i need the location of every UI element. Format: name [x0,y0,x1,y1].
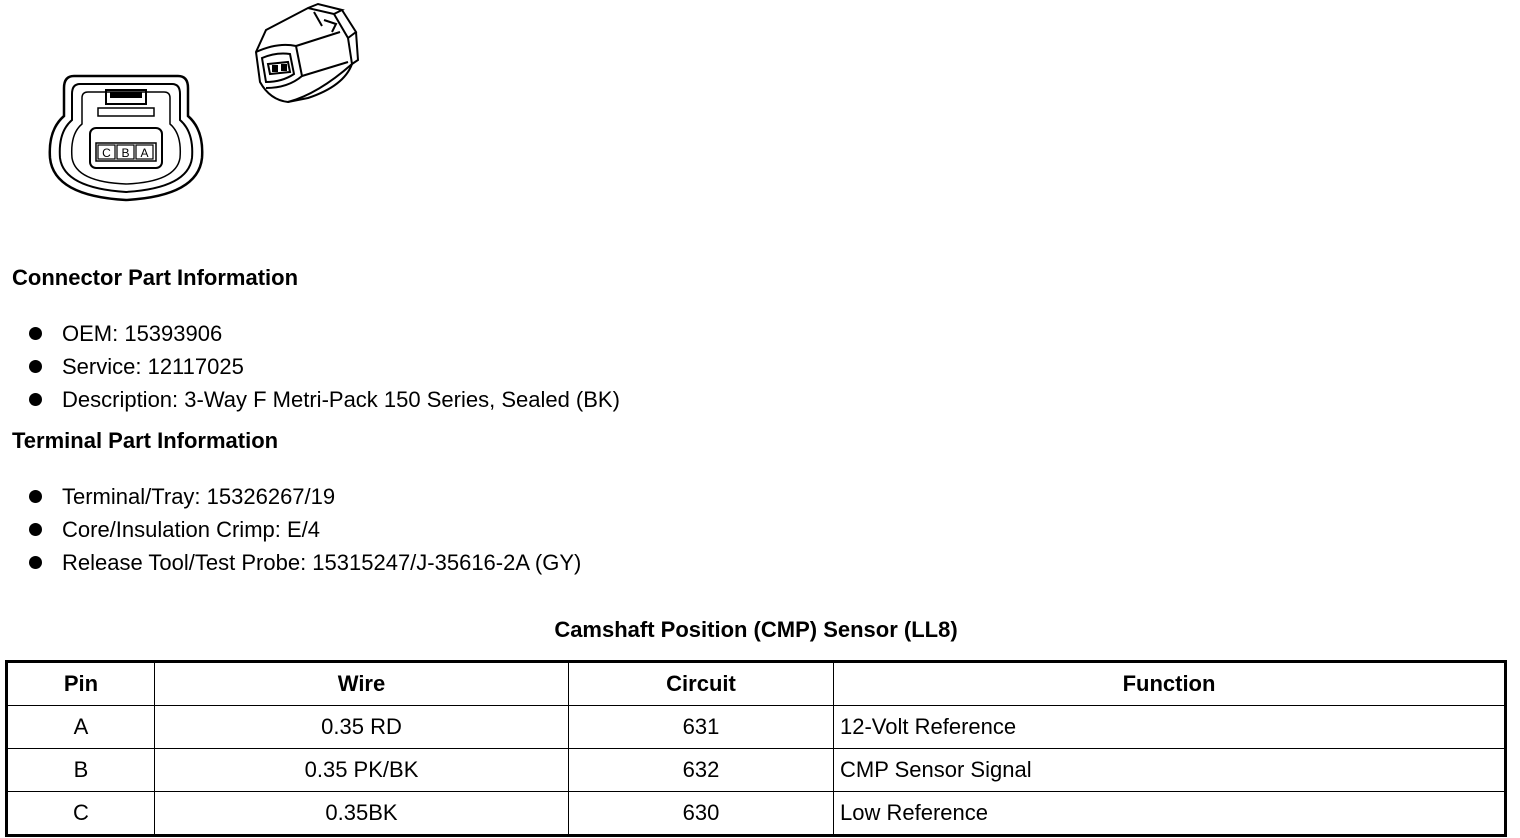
table-row [7,749,1506,792]
header-wire: Wire [155,662,569,706]
table-header-row [7,662,1506,706]
list-item-text: OEM: 15393906 [62,321,223,346]
bullet-icon [29,360,42,373]
bullet-icon [29,327,42,340]
connector-part-information-list [28,317,620,416]
bullet-icon [29,556,42,569]
table-row [7,792,1506,836]
cavity-label-b: B [121,146,130,160]
header-circuit: Circuit [569,662,834,706]
cell-circuit: 630 [569,792,834,836]
cell-pin: A [7,706,155,749]
list-item [28,383,620,416]
cell-wire: 0.35BK [155,792,569,836]
connector-part-information-heading: Connector Part Information [12,265,299,290]
list-item [28,546,581,579]
connector-face-diagram [48,68,204,204]
header-pin: Pin [7,662,155,706]
list-item-text: Description: 3-Way F Metri-Pack 150 Series, Sealed (BK) [62,387,620,412]
cell-pin: C [7,792,155,836]
list-item [28,513,581,546]
cell-pin: B [7,749,155,792]
header-function: Function [834,662,1506,706]
list-item-text: Terminal/Tray: 15326267/19 [62,484,336,509]
cell-function: CMP Sensor Signal [834,749,1506,792]
pin-table [5,660,1507,837]
bullet-icon [29,393,42,406]
terminal-part-information-heading: Terminal Part Information [12,428,279,453]
list-item-text: Service: 12117025 [62,354,244,379]
cavity-label-c: C [102,146,111,160]
terminal-part-information-list [28,480,581,579]
cell-wire: 0.35 RD [155,706,569,749]
cell-circuit: 632 [569,749,834,792]
cavity-label-a: A [140,146,149,160]
table-row [7,706,1506,749]
bullet-icon [29,523,42,536]
cell-circuit: 631 [569,706,834,749]
list-item-text: Release Tool/Test Probe: 15315247/J-35616-2A (GY) [62,550,582,575]
list-item [28,317,620,350]
list-item [28,350,620,383]
connector-isometric-diagram [248,2,364,106]
list-item-text: Core/Insulation Crimp: E/4 [62,517,320,542]
bullet-icon [29,490,42,503]
cell-function: Low Reference [834,792,1506,836]
pin-table-title: Camshaft Position (CMP) Sensor (LL8) [554,617,958,642]
cell-function: 12-Volt Reference [834,706,1506,749]
cell-wire: 0.35 PK/BK [155,749,569,792]
list-item [28,480,581,513]
